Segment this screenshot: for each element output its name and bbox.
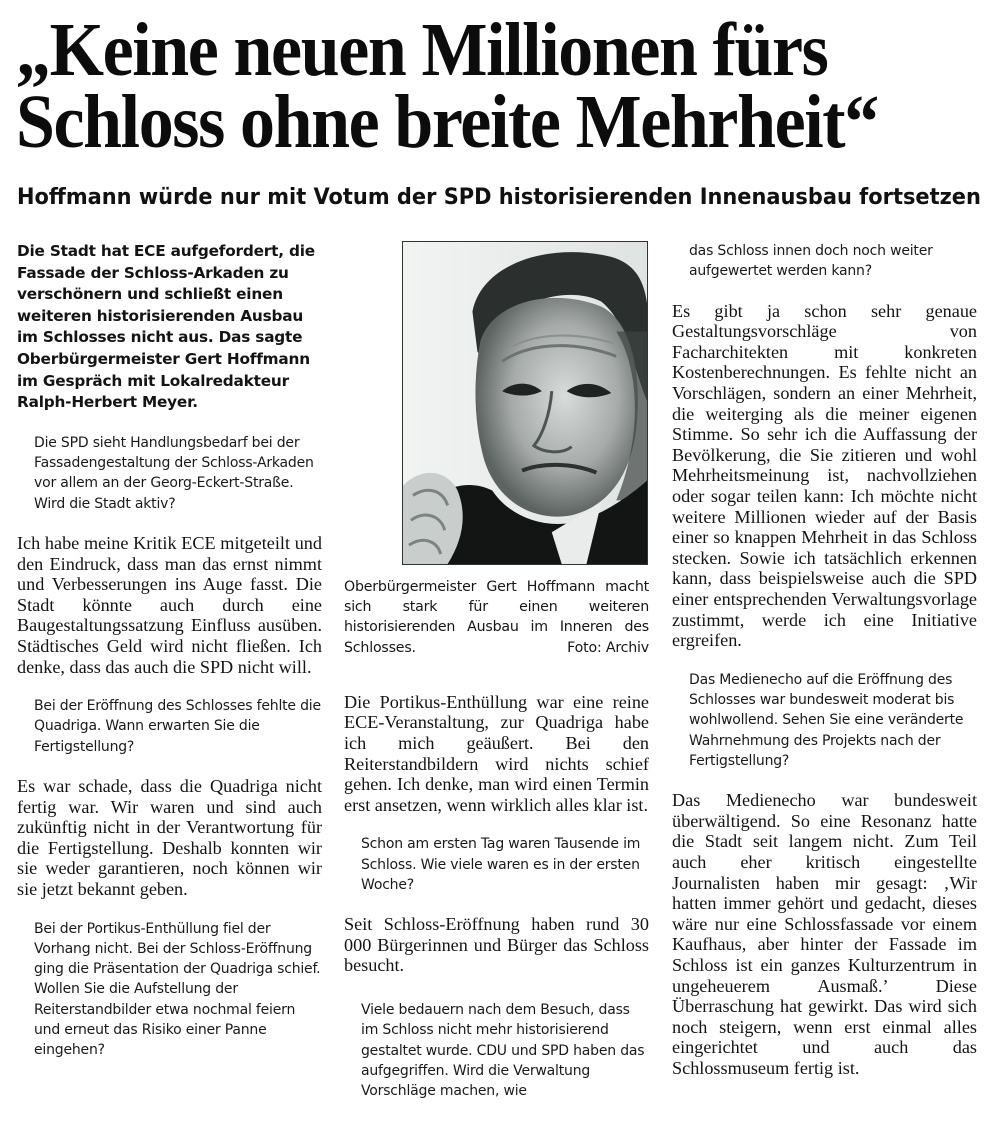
- column-3: [672, 241, 977, 1078]
- photo-caption: [344, 577, 649, 658]
- column-1: [17, 241, 322, 1061]
- interview-question-5-part-2: das Schloss innen doch noch weiter aufgewertet werden kann?: [689, 243, 933, 280]
- portrait-photo: [402, 241, 648, 565]
- headline: [16, 8, 918, 164]
- headline-line-2: Schloss ohne breite Mehrheit“: [16, 80, 878, 164]
- photo-caption-text: Oberbürgermeister Gert Hoffmann macht sich stark für einen weiteren historisierenden Ausbau im Inneren des Schlosses.: [344, 579, 649, 656]
- interview-answer-6: Das Medienecho war bundesweit überwältigend. So eine Resonanz hatte die Stadt seit langem nicht. Zum Teil auch eher kritisch eingestellte Journalisten haben mir gesagt: ‚Wir hatten immer gehört und gedacht, dieses wäre nur eine Schlossfassade vor einem Kaufhaus, aber hinter der Fassade im Schloss ist ein ganzes Kulturzentrum in ungeheuerem Ausmaß.’ Diese Überraschung hat gewirkt. Das wird sich noch steigern, wenn erst einmal alles eingerichtet und auch das Schlossmuseum fertig ist.: [672, 790, 977, 1078]
- interview-answer-2: Es war schade, dass die Quadriga nicht fertig war. Wir waren und sind auch zukünftig nicht in der Verantwortung für die Fertigstellung. Deshalb konnten wir sie weder garantieren, noch können wir sie jetzt bekannt geben.: [17, 775, 322, 899]
- interview-answer-3: Die Portikus-Enthüllung war eine reine ECE-Veranstaltung, zur Quadriga habe ich mich geäußert. Bei den Reiterstandbildern wird nichts schief gehen. Ich denke, man wird einen Termin erst ansetzen, wenn wirklich alles klar ist.: [344, 691, 649, 815]
- interview-question-5-part-1: Viele bedauern nach dem Besuch, dass im Schloss nicht mehr historisierend gestaltet wurde. CDU und SPD haben das aufgegriffen. Wird die Verwaltung Vorschläge machen, wie: [361, 1002, 645, 1100]
- lead-paragraph: Die Stadt hat ECE aufgefordert, die Fassade der Schloss-Arkaden zu verschönern und schließt einen weiteren historisierenden Ausbau im Schlosses nicht aus. Das sagte Oberbürgermeister Gert Hoffmann im Gespräch mit Lokalredakteur Ralph-Herbert Meyer.: [17, 242, 315, 412]
- headline-line-1: „Keine neuen Millionen fürs: [16, 8, 828, 92]
- interview-answer-1: Ich habe meine Kritik ECE mitgeteilt und den Eindruck, dass man das ernst nimmt und Verbesserungen ins Auge fasst. Die Stadt könnte auch durch eine Baugestaltungssatzung Einfluss ausüben. Städtisches Geld wird nicht fließen. Ich denke, dass das auch die SPD nicht will.: [17, 532, 322, 677]
- interview-question-4: Schon am ersten Tag waren Tausende im Schloss. Wie viele waren es in der ersten Woche?: [361, 836, 641, 893]
- interview-answer-5: Es gibt ja schon sehr genaue Gestaltungsvorschläge von Facharchitekten mit konkreten Kostenberechnungen. Es fehlte nicht an Vorschlägen, sondern an einer Mehrheit, die weiterging als die meiner eigenen Stimme. So sehr ich die Auffassung der Bevölkerung, die Sie zitieren und wohl Mehrheitsmeinung ist, nachvollziehen oder sogar teilen kann: Ich möchte nicht weitere Millionen wieder auf der Basis einer so knappen Mehrheit in das Schloss stecken. Sowie ich tatsächlich erkennen kann, dass beispielsweise auch die SPD einer entsprechenden Verwaltungsvorlage zustimmt, werde ich eine Initiative ergreifen.: [672, 300, 977, 651]
- photo-credit: Foto: Archiv: [567, 639, 649, 656]
- portrait-image: [403, 242, 647, 564]
- interview-question-3: Bei der Portikus-Enthüllung fiel der Vorhang nicht. Bei der Schloss-Eröffnung ging die Präsentation der Quadriga schief. Wollen Sie die Aufstellung der Reiterstandbilder etwa nochmal feiern und erneut das Risiko einer Panne eingehen?: [34, 920, 321, 1059]
- interview-question-1: Die SPD sieht Handlungsbedarf bei der Fassadengestaltung der Schloss-Arkaden vor allem an der Georg-Eckert-Straße. Wird die Stadt aktiv?: [34, 434, 314, 512]
- column-2: [344, 241, 649, 1102]
- interview-question-6: Das Medienecho auf die Eröffnung des Schlosses war bundesweit moderat bis wohlwollend. Sehen Sie eine veränderte Wahrnehmung des Projekts nach der Fertigstellung?: [689, 671, 964, 769]
- subtitle: Hoffmann würde nur mit Votum der SPD historisierenden Innenausbau fortsetzen: [17, 184, 981, 210]
- interview-question-2: Bei der Eröffnung des Schlosses fehlte die Quadriga. Wann erwarten Sie die Fertigstellung?: [34, 698, 321, 755]
- interview-answer-4: Seit Schloss-Eröffnung haben rund 30 000 Bürgerinnen und Bürger das Schloss besucht.: [344, 914, 649, 976]
